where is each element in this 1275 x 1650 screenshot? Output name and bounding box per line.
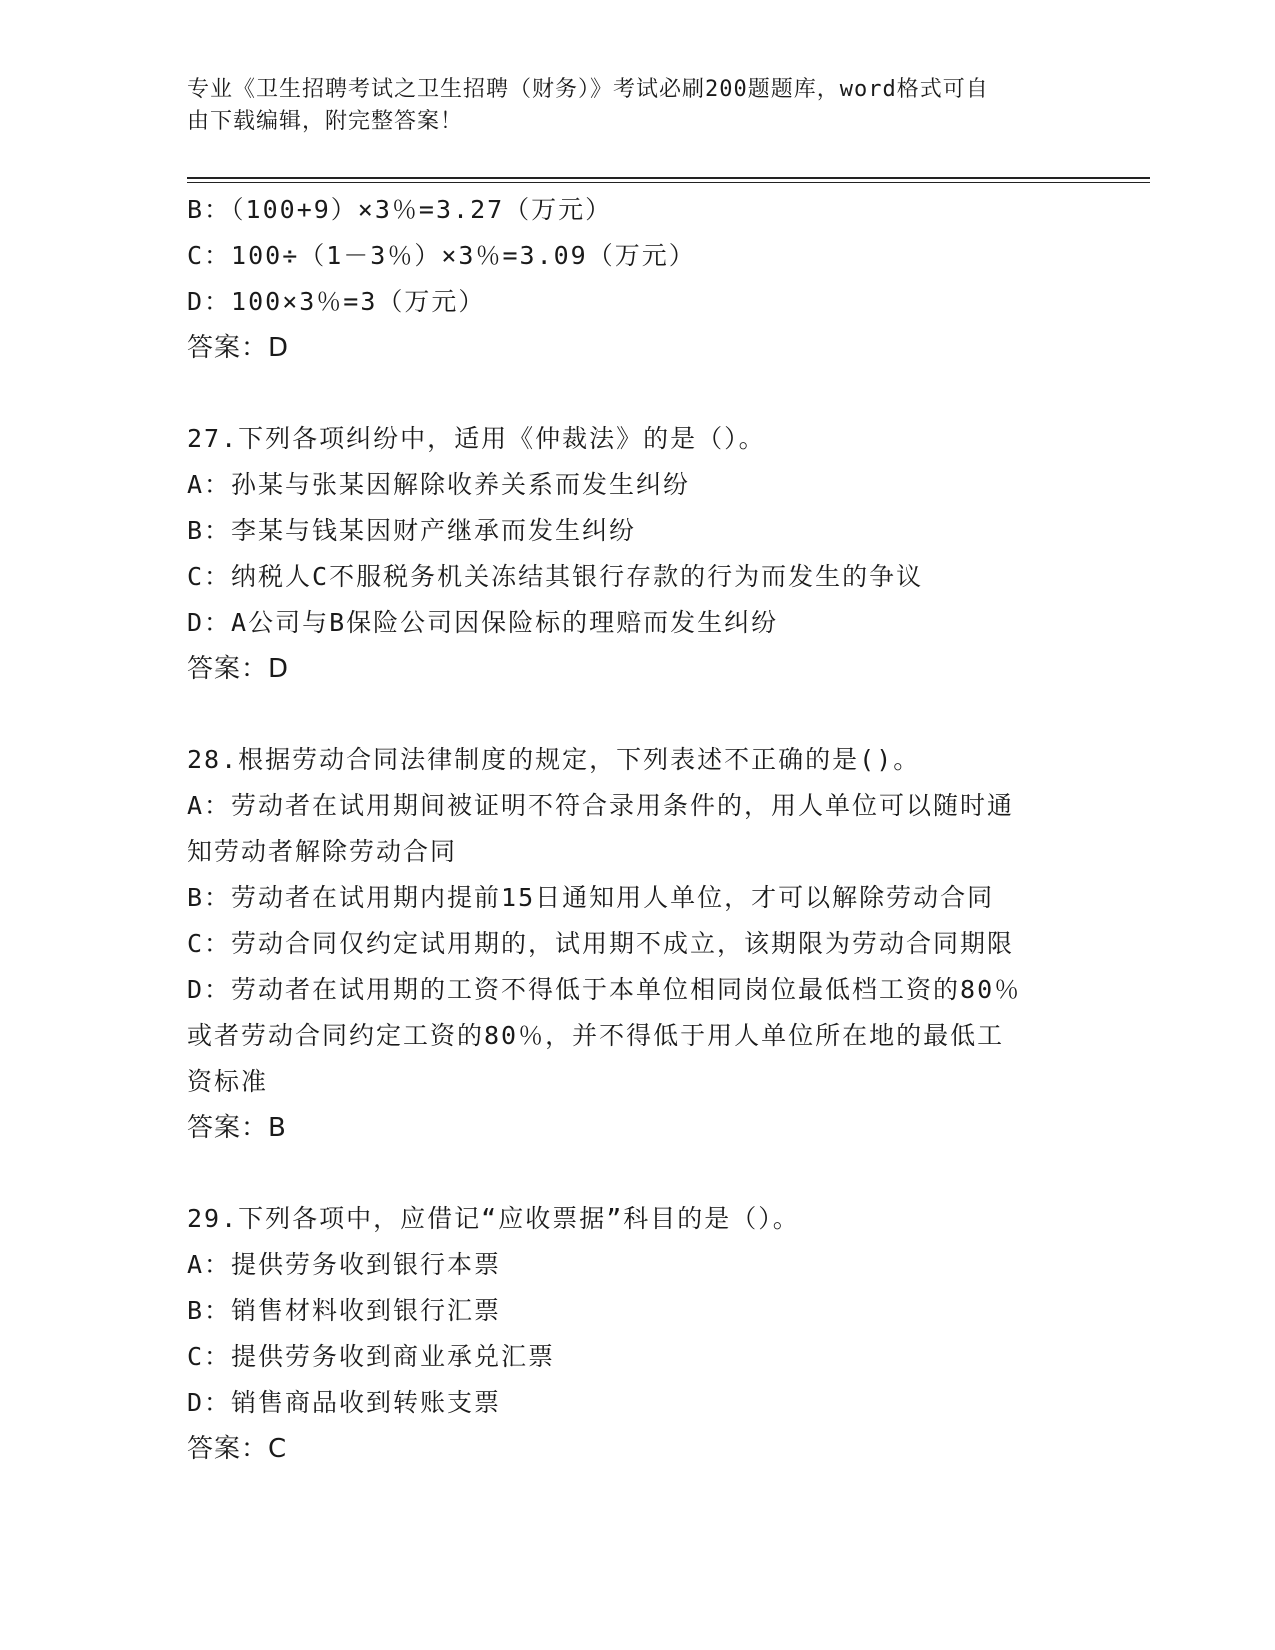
question-content: [187, 187, 1087, 1472]
header-rule-thin: [187, 182, 1150, 183]
option-a: A：孙某与张某因解除收养关系而发生纠纷: [187, 470, 691, 499]
option-d-line-1: D：劳动者在试用期的工资不得低于本单位相同岗位最低档工资的80％: [187, 975, 1022, 1004]
answer-line: 答案：B: [187, 1113, 287, 1143]
option-b: B：销售材料收到银行汇票: [187, 1296, 502, 1325]
option-d-line-3: 资标准: [187, 1067, 269, 1096]
question-text: 28.根据劳动合同法律制度的规定，下列表述不正确的是()。: [187, 745, 921, 774]
question-block-27: [187, 416, 1087, 692]
option-a-line-1: A：劳动者在试用期间被证明不符合录用条件的，用人单位可以随时通: [187, 791, 1015, 820]
question-text: 27.下列各项纠纷中，适用《仲裁法》的是（）。: [187, 424, 766, 453]
option-a-line-2: 知劳动者解除劳动合同: [187, 837, 458, 866]
option-b: B：劳动者在试用期内提前15日通知用人单位，才可以解除劳动合同: [187, 883, 995, 912]
question-block-26: [187, 187, 1087, 371]
option-d-line-2: 或者劳动合同约定工资的80％，并不得低于用人单位所在地的最低工: [187, 1021, 1005, 1050]
header-line-1: 专业《卫生招聘考试之卫生招聘（财务）》考试必刷200题题库，word格式可自: [187, 77, 989, 102]
question-block-29: [187, 1196, 1087, 1472]
option-c: C：劳动合同仅约定试用期的，试用期不成立，该期限为劳动合同期限: [187, 929, 1015, 958]
option-d: D：销售商品收到转账支票: [187, 1388, 502, 1417]
option-c: C：100÷（1－3％）×3％=3.09（万元）: [187, 241, 696, 270]
spacer: [187, 1151, 1087, 1196]
option-a: A：提供劳务收到银行本票: [187, 1250, 502, 1279]
spacer: [187, 692, 1087, 737]
option-c: C：提供劳务收到商业承兑汇票: [187, 1342, 556, 1371]
option-b: B：（100+9）×3％=3.27（万元）: [187, 195, 613, 224]
answer-line: 答案：C: [187, 1434, 288, 1464]
option-b: B：李某与钱某因财产继承而发生纠纷: [187, 516, 637, 545]
spacer: [187, 371, 1087, 416]
document-header: [187, 74, 1087, 138]
header-rule-thick: [187, 177, 1150, 179]
answer-line: 答案：D: [187, 654, 290, 684]
option-d: D：100×3％=3（万元）: [187, 287, 486, 316]
header-line-2: 由下载编辑，附完整答案！: [187, 109, 464, 134]
question-text: 29.下列各项中，应借记“应收票据”科目的是（）。: [187, 1204, 800, 1233]
option-d: D：A公司与B保险公司因保险标的理赔而发生纠纷: [187, 608, 779, 637]
answer-line: 答案：D: [187, 333, 290, 363]
question-block-28: [187, 737, 1087, 1151]
option-c: C：纳税人C不服税务机关冻结其银行存款的行为而发生的争议: [187, 562, 924, 591]
